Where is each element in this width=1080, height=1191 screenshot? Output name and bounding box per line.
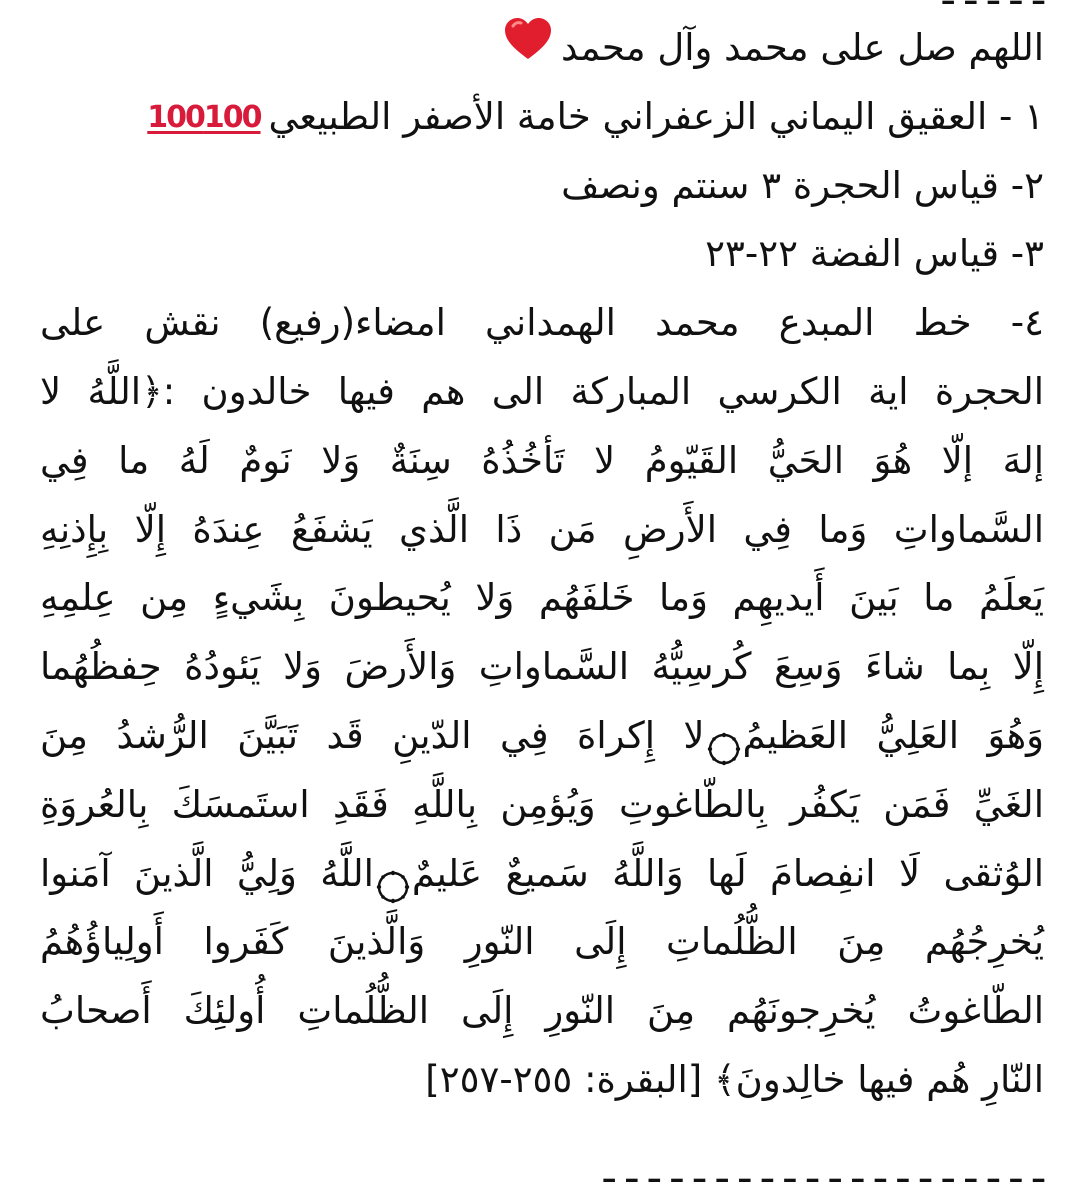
line-ayah-7: الغَيِّ فَمَن يَكفُر بِالطّاغوتِ وَيُؤمِن بِاللَّهِ فَقَدِ استَمسَكَ بِالعُروَةِ bbox=[40, 782, 1044, 826]
line-ayah-8 bbox=[40, 840, 1044, 909]
line-item-4: ٤- خط المبدع محمد الهمداني امضاء(رفيع) نقش على bbox=[40, 301, 1044, 345]
heart-icon bbox=[503, 15, 553, 84]
line-salawat bbox=[40, 14, 1044, 83]
hundred-points-icon: 100100 bbox=[147, 99, 261, 135]
line-ayah-9: يُخرِجُهُم مِنَ الظُّلُماتِ إِلَى النّورِ وَالَّذينَ كَفَروا أَولِياؤُهُمُ bbox=[40, 920, 1044, 964]
ayah-end-marker-icon bbox=[707, 720, 741, 754]
ayah-6-part-a: وَهُوَ العَلِيُّ العَظيمُ bbox=[742, 713, 1044, 757]
ayah-8-part-b: اللَّهُ وَلِيُّ الَّذينَ آمَنوا bbox=[40, 851, 374, 895]
line-ayah-4: يَعلَمُ ما بَينَ أَيديهِم وَما خَلفَهُم وَلا يُحيطونَ بِشَيءٍ مِن عِلمِهِ bbox=[40, 576, 1044, 620]
cropped-top-line bbox=[943, 0, 1044, 12]
ayah-8-part-a: الوُثقى لَا انفِصامَ لَها وَاللَّهُ سَميعٌ عَليمٌ bbox=[411, 851, 1044, 895]
line-item-2: ٢- قياس الحجرة ٣ سنتم ونصف bbox=[561, 163, 1044, 207]
cropped-bottom-line: ـ ـ ـ ـ ـ ـ ـ ـ ـ ـ ـ ـ ـ ـ ـ ـ ـ ـ ـ ـ bbox=[603, 1148, 1044, 1191]
product-description bbox=[40, 14, 1044, 1115]
line-ayah-3: السَّماواتِ وَما فِي الأَرضِ مَن ذَا الَّذي يَشفَعُ عِندَهُ إِلّا بِإِذنِهِ bbox=[40, 507, 1044, 551]
ayah-6-part-b: لا إِكراهَ فِي الدّينِ قَد تَبَيَّنَ الرُّشدُ مِنَ bbox=[40, 713, 705, 757]
line-item-3: ٣- قياس الفضة ٢٢-٢٣ bbox=[705, 232, 1044, 276]
salawat-text: اللهم صل على محمد وآل محمد bbox=[561, 26, 1044, 69]
ayah-end-marker-icon bbox=[376, 858, 410, 892]
line-item-1 bbox=[40, 83, 1044, 152]
line-ayah-11: النّارِ هُم فيها خالِدونَ﴾ [البقرة: ٢٥٥-٢٥٧] bbox=[425, 1057, 1044, 1101]
line-ayah-6 bbox=[40, 702, 1044, 771]
item-1-text: ١ - العقيق اليماني الزعفراني خامة الأصفر الطبيعي bbox=[268, 94, 1044, 138]
line-ayah-2: إلهَ إلّا هُوَ الحَيُّ القَيّومُ لا تَأخُذُهُ سِنَةٌ وَلا نَومٌ لَهُ ما فِي bbox=[40, 438, 1044, 482]
line-ayah-1: الحجرة اية الكرسي المباركة الى هم فيها خالدون :﴿اللَّهُ لا bbox=[40, 369, 1044, 413]
line-ayah-10: الطّاغوتُ يُخرِجونَهُم مِنَ النّورِ إِلَى الظُّلُماتِ أُولئِكَ أَصحابُ bbox=[40, 989, 1044, 1033]
line-ayah-5: إِلّا بِما شاءَ وَسِعَ كُرسِيُّهُ السَّماواتِ وَالأَرضَ وَلا يَئودُهُ حِفظُهُما bbox=[40, 645, 1044, 689]
